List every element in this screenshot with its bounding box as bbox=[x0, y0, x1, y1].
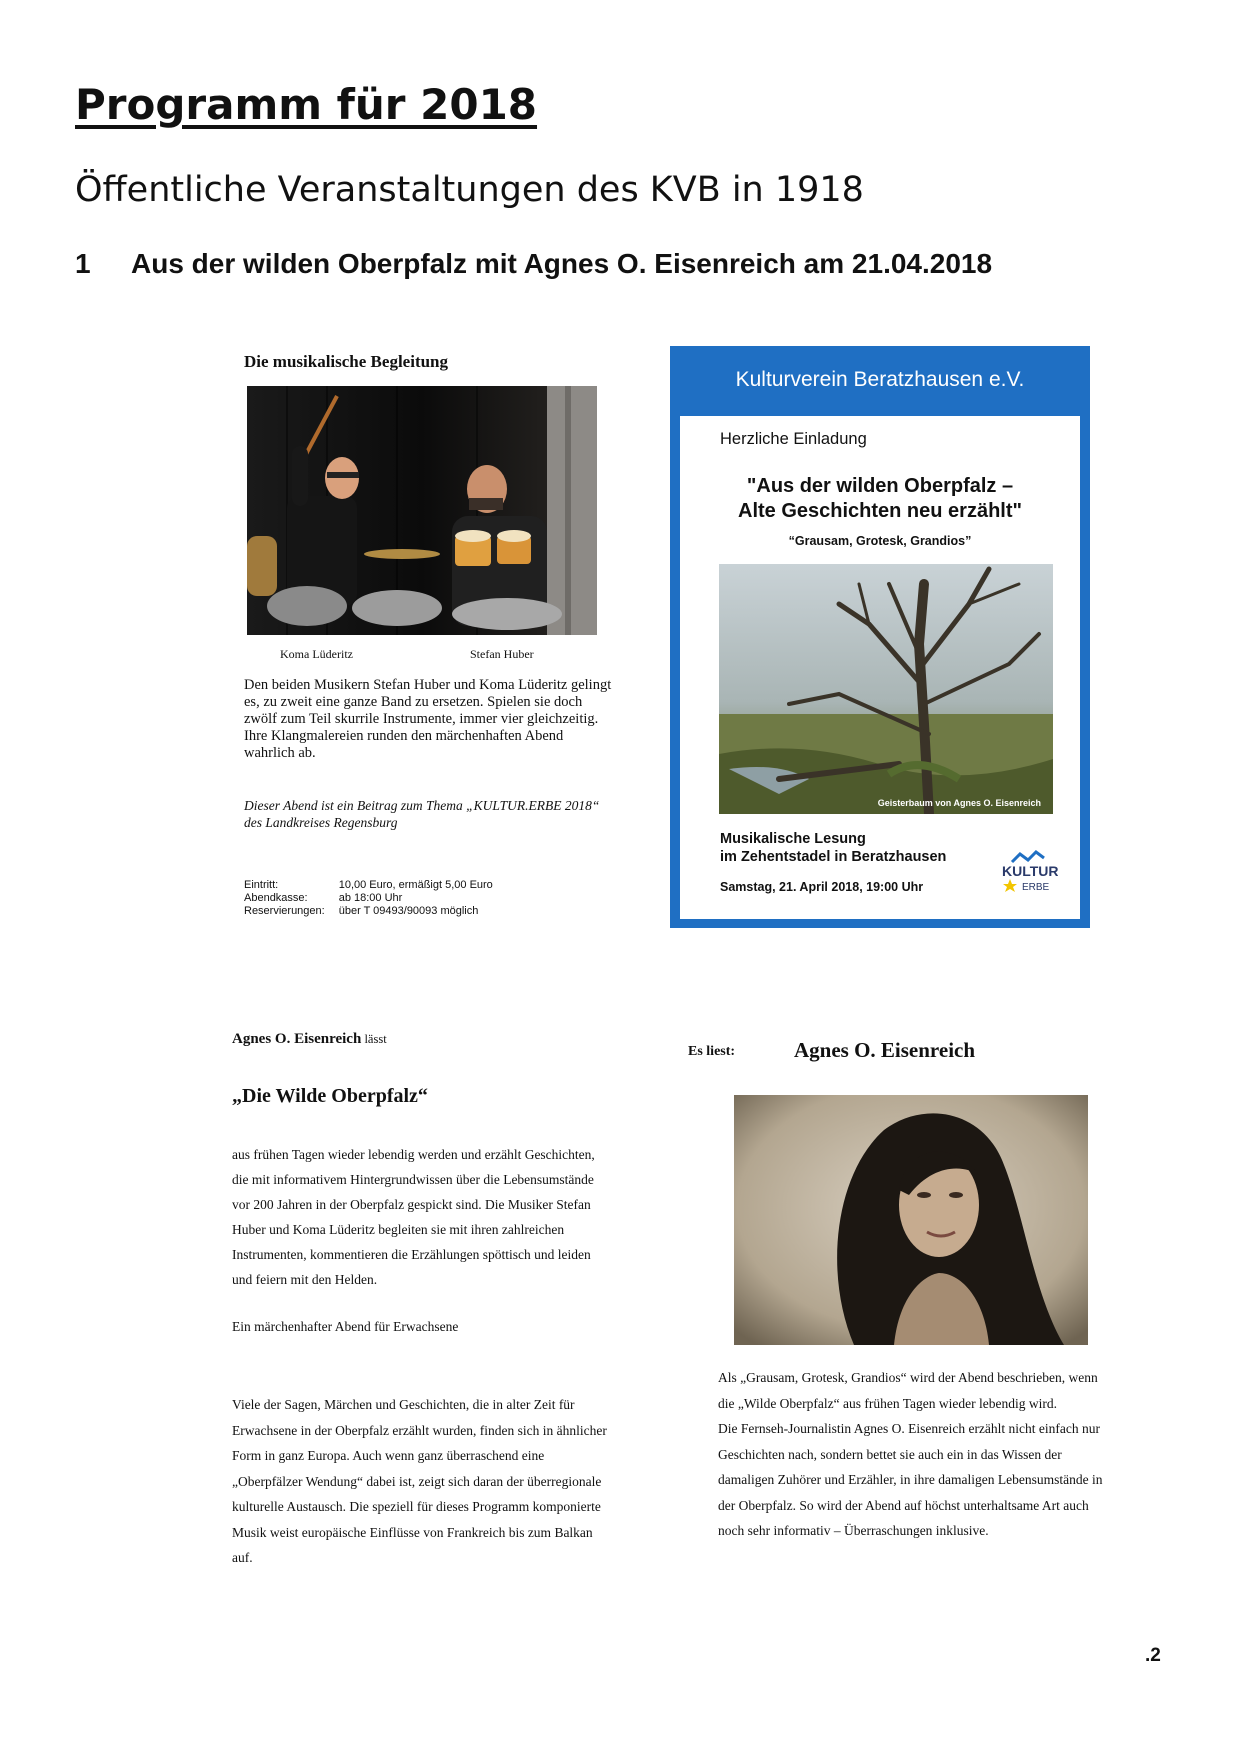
poster-invite: Herzliche Einladung bbox=[720, 430, 867, 448]
beitrag-note bbox=[244, 797, 624, 831]
price-row bbox=[244, 905, 507, 918]
reader-text bbox=[718, 1365, 1108, 1544]
page-subtitle: Öffentliche Veranstaltungen des KVB in 1918 bbox=[75, 170, 864, 210]
reader-text-2: Die Fernseh-Journalistin Agnes O. Eisenreich erzählt nicht einfach nur Geschichten nach, sondern bettet sie auch ein in das Wissen der damaligen Zuhörer und Erzähler, in ihre damaligen Lebensumstände in der Oberpfalz. So wird der Abend auf höchst unterhaltsame Art auch noch sehr informativ – Überraschungen inklusive. bbox=[718, 1421, 1103, 1538]
caption-stefan: Stefan Huber bbox=[470, 647, 534, 661]
poster-lesung bbox=[720, 830, 946, 866]
poster-title-line-2: Alte Geschichten neu erzählt" bbox=[738, 500, 1022, 522]
price-table bbox=[244, 879, 507, 918]
agnes-intro-name: Agnes O. Eisenreich bbox=[232, 1031, 362, 1047]
beitrag-line-1: Dieser Abend ist ein Beitrag zum Thema „KULTUR.ERBE 2018“ bbox=[244, 798, 600, 813]
logo-text-2: ERBE bbox=[1022, 882, 1050, 893]
agnes-intro bbox=[232, 1031, 387, 1048]
price-label: Reservierungen: bbox=[244, 905, 325, 917]
price-value: über T 09493/90093 möglich bbox=[338, 905, 479, 917]
page-title: Programm für 2018 bbox=[75, 80, 538, 129]
poster-title-line-1: "Aus der wilden Oberpfalz – bbox=[746, 475, 1014, 497]
poster-title bbox=[680, 474, 1080, 524]
poster-header: Kulturverein Beratzhausen e.V. bbox=[735, 368, 1025, 391]
reader-portrait bbox=[734, 1095, 1088, 1345]
wilde-oberpfalz-text: aus frühen Tagen wieder lebendig werden und erzählt Geschichten, die mit informativem Hintergrundwissen über die Lebensumstände vor 200 Jahren in der Oberpfalz gespickt sind. Die Musiker Stefan Huber und Koma Lüderitz begleiten sie mit ihren zahlreichen Instrumenten, kommentieren die Erzählungen spöttisch und leiden und feiern mit den Helden. bbox=[232, 1147, 595, 1287]
agnes-intro-rest: lässt bbox=[361, 1032, 387, 1046]
poster-lesung-line-1: Musikalische Lesung bbox=[720, 831, 866, 847]
poster-photo bbox=[719, 564, 1053, 814]
reader-name: Agnes O. Eisenreich bbox=[794, 1038, 976, 1062]
poster-photo-caption: Geisterbaum von Agnes O. Eisenreich bbox=[877, 798, 1041, 808]
wilde-oberpfalz-title: „Die Wilde Oberpfalz“ bbox=[232, 1085, 428, 1107]
reader-text-1: Als „Grausam, Grotesk, Grandios“ wird der Abend beschrieben, wenn die „Wilde Oberpfalz“ aus frühen Tagen wieder lebendig wird. bbox=[718, 1370, 1098, 1411]
poster-subtitle: “Grausam, Grotesk, Grandios” bbox=[788, 534, 972, 548]
poster-body bbox=[680, 416, 1080, 919]
price-row bbox=[244, 879, 507, 892]
caption-koma: Koma Lüderitz bbox=[280, 647, 353, 661]
band-heading: Die musikalische Begleitung bbox=[244, 352, 449, 371]
poster-date: Samstag, 21. April 2018, 19:00 Uhr bbox=[720, 880, 924, 894]
band-description: Den beiden Musikern Stefan Huber und Koma Lüderitz gelingt es, zu zweit eine ganze Band zu ersetzen. Spielen sie doch zwölf zum Teil skurrile Instrumente, immer vier gleichzeitig. Ihre Klangmalereien runden den märchenhaften Abend wahrlich ab. bbox=[244, 677, 612, 761]
price-row bbox=[244, 892, 507, 905]
sagen-text: Viele der Sagen, Märchen und Geschichten, die in alter Zeit für Erwachsene in der Oberpfalz erzählt wurden, finden sich in ähnlicher Form in ganz Europa. Auch wenn ganz überraschend eine „Oberpfälzer Wendung“ dabei ist, zeigt sich daran der überregionale kulturelle Austausch. Die speziell für dieses Programm komponierte Musik weist europäische Einflüsse von Frankreich bis zum Balkan auf. bbox=[232, 1397, 607, 1565]
event-poster bbox=[670, 346, 1090, 928]
price-value: ab 18:00 Uhr bbox=[338, 892, 403, 904]
page-number: .2 bbox=[1145, 1645, 1161, 1666]
wilde-oberpfalz-tagline: Ein märchenhafter Abend für Erwachsene bbox=[232, 1319, 459, 1334]
price-value: 10,00 Euro, ermäßigt 5,00 Euro bbox=[338, 879, 493, 891]
section-number: 1 bbox=[75, 248, 91, 279]
section-title: Aus der wilden Oberpfalz mit Agnes O. Eisenreich am 21.04.2018 bbox=[131, 248, 993, 279]
price-label: Abendkasse: bbox=[244, 892, 308, 904]
band-photo bbox=[247, 386, 597, 635]
logo-text-1: KULTUR. bbox=[1002, 863, 1058, 879]
kultur-erbe-logo bbox=[998, 848, 1058, 896]
price-label: Eintritt: bbox=[244, 879, 279, 891]
beitrag-line-2: des Landkreises Regensburg bbox=[244, 815, 398, 830]
poster-lesung-line-2: im Zehentstadel in Beratzhausen bbox=[720, 849, 947, 865]
es-liest-label: Es liest: bbox=[688, 1044, 736, 1059]
